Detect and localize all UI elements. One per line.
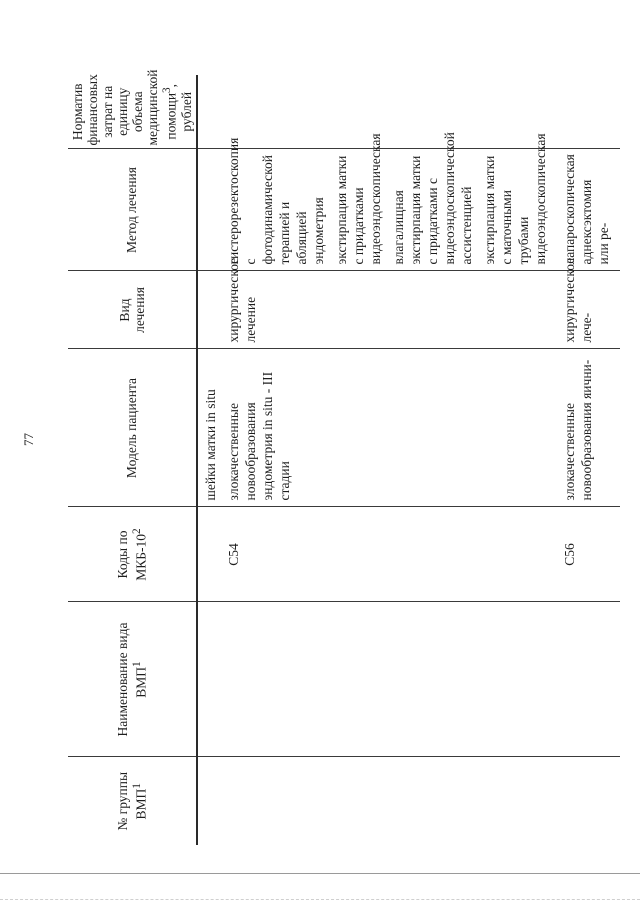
method-item: влагалищная экстирпация матки с придатками с видеоэндоскопической ассистенцией	[390, 132, 474, 265]
icd-code-cell: C56	[557, 507, 620, 602]
header-treatment-type: Вид лечения	[68, 271, 197, 349]
treatment-type-cell: хирургическое лечение	[221, 271, 557, 349]
icd-code-cell: C54	[221, 507, 557, 602]
scan-edge-line-faint	[0, 899, 640, 900]
table-row-continuation	[197, 75, 221, 845]
scan-edge-line	[0, 873, 640, 874]
patient-model-cell: злокачественные новообразования эндометрия in situ - III стадии	[221, 349, 557, 507]
cost-norm-cell	[557, 75, 620, 149]
treatment-type-cell: хирургическое лече-	[557, 271, 620, 349]
continuation-model-text: шейки матки in situ	[197, 349, 221, 507]
method-item: экстирпация матки с придатками видеоэндоскопическая	[333, 133, 383, 265]
header-patient-model: Модель пациента	[68, 349, 197, 507]
header-icd-codes: Коды по МКБ-$10^2$	[68, 507, 197, 602]
header-vmp-name: Наименование вида ВМП$^1$	[68, 602, 197, 757]
rotated-table-area	[68, 69, 611, 845]
method-item: лапароскопическая аднексэктомия или ре-	[561, 154, 611, 265]
header-treatment-method: Метод лечения	[68, 149, 197, 271]
header-cost-norm: Норматив финансовых затрат на единицу объема медицинской помощи$^3$, рублей	[68, 75, 197, 149]
table-header-row	[68, 75, 197, 845]
treatment-method-cell	[221, 132, 557, 271]
header-group-number: № группы ВМП$^1$	[68, 757, 197, 845]
cost-norm-cell	[221, 75, 557, 149]
method-item: экстирпация матки с маточными трубами видеоэндоскопическая	[481, 133, 548, 265]
method-item: гистерорезектоскопия с фотодинамической терапией и абляцией эндометрия	[225, 137, 326, 265]
table-row	[221, 75, 557, 845]
vmp-table	[68, 69, 620, 845]
page-number: 77	[21, 433, 36, 446]
patient-model-cell: злокачественные новообразования яични-	[557, 349, 620, 507]
treatment-method-cell	[557, 149, 620, 271]
table-row	[557, 75, 620, 845]
